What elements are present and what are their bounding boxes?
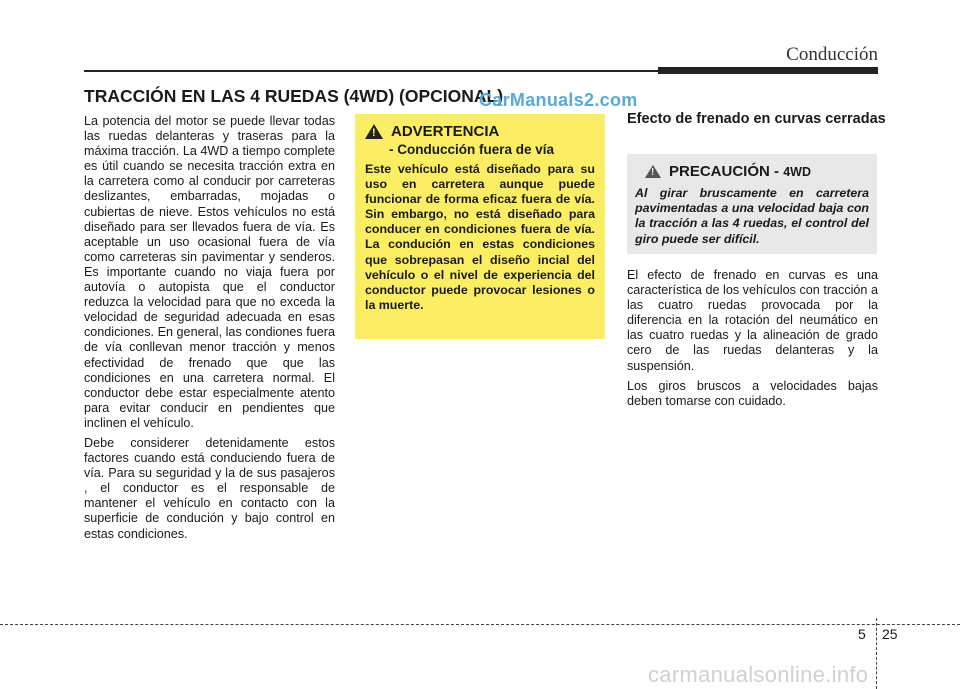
header-rule-thick bbox=[658, 67, 878, 74]
column-1 bbox=[84, 114, 335, 547]
section-title: TRACCIÓN EN LAS 4 RUEDAS (4WD) (OPCIONAL) bbox=[84, 86, 504, 106]
warning-subtitle bbox=[389, 142, 595, 157]
caution-box bbox=[627, 154, 877, 254]
warning-subtitle-text: Conducción fuera de vía bbox=[397, 142, 555, 157]
header-rule bbox=[84, 70, 658, 72]
caution-header bbox=[645, 163, 869, 180]
warning-title: ADVERTENCIA bbox=[391, 123, 500, 140]
caution-title-suffix: 4WD bbox=[783, 165, 811, 179]
caution-title bbox=[669, 163, 811, 180]
caution-body: Al girar bruscamente en carretera pavimentadas a una velocidad baja con la tracción a las 4 ruedas, el control del giro puede ser difícil. bbox=[635, 186, 869, 246]
footer-divider bbox=[876, 618, 877, 689]
paragraph: Los giros bruscos a velocidades bajas deben tomarse con cuidado. bbox=[627, 378, 878, 408]
page-number: 25 bbox=[882, 626, 898, 642]
warning-triangle-icon: ! bbox=[365, 124, 383, 139]
subheading: Efecto de frenado en curvas cerradas bbox=[627, 111, 886, 127]
warning-box bbox=[355, 114, 605, 339]
caution-triangle-icon: ! bbox=[645, 165, 661, 178]
paragraph: Debe considerer detenidamente estos factores cuando está conduciendo fuera de vía. Para su seguridad y la de sus pasajeros , el conductor es el responsable de mantener el vehículo en contacto con la superficie de condución y bajo control en estas condiciones. bbox=[84, 435, 335, 541]
chapter-number: 5 bbox=[858, 626, 866, 642]
warning-dash: - bbox=[389, 142, 394, 157]
paragraph: El efecto de frenado en curvas es una característica de los vehículos con tracción a las cuatro ruedas provocada por la diferencia en la rotación del neumático en las cuatro ruedas y la alineación de grado cero de las ruedas delanteras y la suspensión. bbox=[627, 268, 878, 373]
chapter-title: Conducción bbox=[786, 44, 878, 65]
warning-body: Este vehículo está diseñado para su uso en carretera aunque puede funcionar de forma eficaz fuera de vía. Sin embargo, no está diseñado para conducer en condiciones fuera de vía. La condución en estas condiciones que sobrepasan el diseño incial del vehículo o el nivel de experiencia del conductor puede provocar lesiones o la muerte. bbox=[365, 162, 595, 312]
caution-title-text: PRECAUCIÓN - bbox=[669, 163, 780, 180]
site-watermark: carmanualsonline.info bbox=[648, 662, 869, 687]
watermark: CarManuals2.com bbox=[479, 90, 638, 110]
paragraph: La potencia del motor se puede llevar todas las ruedas delanteras y traseras para la máxima tracción. La 4WD a tiempo complete es útil cuando se necesita tracción extra en la carretera como al conducir por carreteras deslizantes, embarradas, mojadas o cubiertas de nieve. Estos vehículos no está diseñado para ser llevados fuera de vía. Es aceptable un uso ocasional fuera de vía como carreteras sin pavimentar y senderos. Es importante cuando no viaja fuera por autovía o autopista que el conductor reduzca la velocidad para que no exceda la velocidad de seguridad adecuada en esas condiciones. En general, las condiones fuera de vía conllevan menor tracción y menos efectividad de frenado que que las condiciones en una carretera normal. El conductor debe estar especialmente atento para evitar conducir en pendientes que inclinen el vehículo. bbox=[84, 114, 335, 430]
footer-rule bbox=[0, 624, 960, 625]
column-3 bbox=[627, 268, 878, 414]
warning-header bbox=[365, 123, 595, 140]
